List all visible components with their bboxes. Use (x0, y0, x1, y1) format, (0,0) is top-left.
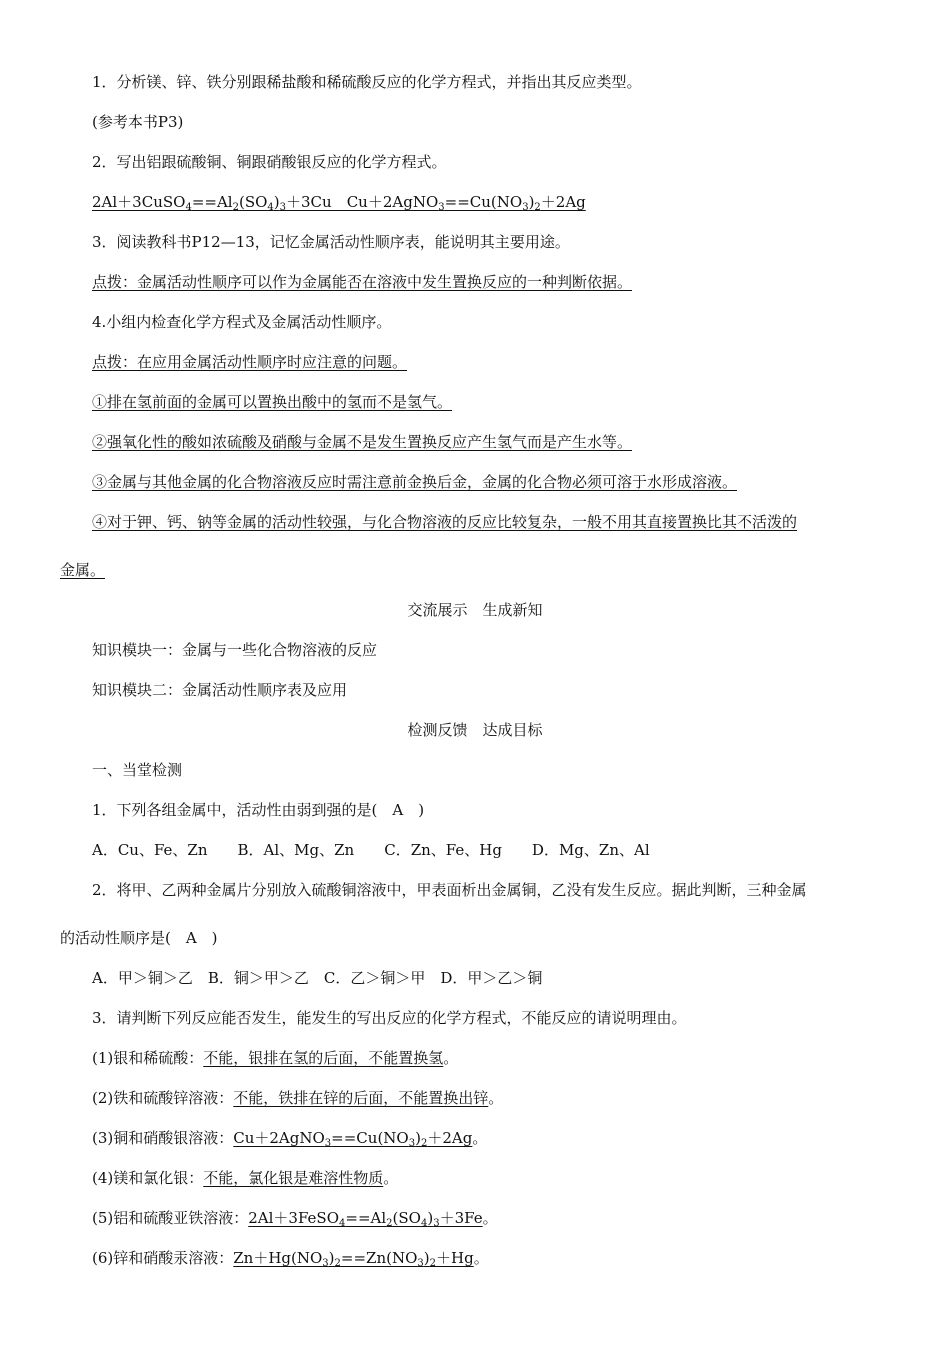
reaction-equation: $Cu+2AgNO_3==Cu(NO_3)_2+2Ag$ (233, 1129, 473, 1149)
test-question-3: 3．请判断下列反应能否发生，能发生的写出反应的化学方程式，不能反应的请说明理由。 (92, 1009, 687, 1027)
prep-question-4: 4.小组内检查化学方程式及金属活动性顺序。 (92, 313, 392, 331)
reaction-answer: 不能，银排在氢的后面，不能置换氢 (203, 1049, 444, 1067)
reaction-equation: $2Al+3FeSO_4==Al_2(SO_4)_3+3Fe$ (248, 1209, 483, 1229)
check-section-title: 检测反馈 达成目标 (407, 721, 543, 739)
test-question-1: 1．下列各组金属中，活动性由弱到强的是( A ) (92, 801, 425, 819)
knowledge-module-2: 知识模块二：金属活动性顺序表及应用 (92, 681, 348, 699)
test-question-2: 2．将甲、乙两种金属片分别放入硫酸铜溶液中，甲表面析出金属铜，乙没有发生反应。据此判断，三种金属 (92, 881, 807, 899)
prep-question-3-tip: 点拨：金属活动性顺序可以作为金属能否在溶液中发生置换反应的一种判断依据。 (92, 273, 633, 291)
prep-question-1: 1．分析镁、锌、铁分别跟稀盐酸和稀硫酸反应的化学方程式，并指出其反应类型。 (92, 73, 642, 91)
reaction-item-5: (5)铝和硫酸亚铁溶液：$2Al+3FeSO_4==Al_2(SO_4)_3+3Fe$。 (92, 1209, 498, 1229)
prep-question-2: 2．写出铝跟硫酸铜、铜跟硝酸银反应的化学方程式。 (92, 153, 447, 171)
knowledge-module-1: 知识模块一：金属与一些化合物溶液的反应 (92, 641, 378, 659)
test-question-2-options: A．甲＞铜＞乙 B．铜＞甲＞乙 C．乙＞铜＞甲 D．甲＞乙＞铜 (92, 969, 543, 987)
reaction-item-4: (4)镁和氯化银：不能，氯化银是难溶性物质。 (92, 1169, 399, 1187)
reaction-item-1: (1)银和稀硫酸：不能，银排在氢的后面，不能置换氢。 (92, 1049, 459, 1067)
answer-equations: $2Al+3CuSO_4==Al_2(SO_4)_3+3Cu$ $Cu+2AgNO_3==Cu(NO_3)_2+2Ag$ (92, 193, 586, 213)
test-question-2-continued: 的活动性顺序是( A ) (60, 929, 218, 947)
reaction-equation: $Zn+Hg(NO_3)_2==Zn(NO_3)_2+Hg$ (233, 1249, 474, 1269)
tip-item-3: ③金属与其他金属的化合物溶液反应时需注意前金换后金，金属的化合物必须可溶于水形成溶液。 (92, 473, 738, 491)
prep-question-3: 3．阅读教科书P12—13，记忆金属活动性顺序表，能说明其主要用途。 (92, 233, 570, 251)
tip-item-4: ④对于钾、钙、钠等金属的活动性较强，与化合物溶液的反应比较复杂，一般不用其直接置换比其不活泼的 (92, 513, 798, 531)
tip-item-1: ①排在氢前面的金属可以置换出酸中的氢而不是氢气。 (92, 393, 453, 411)
reaction-item-3: (3)铜和硝酸银溶液：$Cu+2AgNO_3==Cu(NO_3)_2+2Ag$。 (92, 1129, 488, 1149)
exchange-section-title: 交流展示 生成新知 (407, 601, 543, 619)
prep-question-4-tip: 点拨：在应用金属活动性顺序时应注意的问题。 (92, 353, 408, 371)
reaction-item-2: (2)铁和硫酸锌溶液：不能，铁排在锌的后面，不能置换出锌。 (92, 1089, 504, 1107)
prep-question-2-answer (92, 192, 586, 212)
prep-question-1-reference: (参考本书P3) (92, 113, 184, 131)
tip-item-4-continued: 金属。 (60, 561, 106, 579)
reaction-item-6: (6)锌和硝酸汞溶液：$Zn+Hg(NO_3)_2==Zn(NO_3)_2+Hg$。 (92, 1249, 489, 1269)
tip-item-2: ②强氧化性的酸如浓硫酸及硝酸与金属不是发生置换反应产生氢气而是产生水等。 (92, 433, 633, 451)
classroom-test-heading: 一、当堂检测 (92, 761, 183, 779)
reaction-answer: 不能，铁排在锌的后面，不能置换出锌 (233, 1089, 489, 1107)
reaction-answer: 不能，氯化银是难溶性物质 (203, 1169, 384, 1187)
test-question-1-options: A．Cu、Fe、Zn B．Al、Mg、Zn C．Zn、Fe、Hg D．Mg、Zn、Al (92, 841, 650, 859)
